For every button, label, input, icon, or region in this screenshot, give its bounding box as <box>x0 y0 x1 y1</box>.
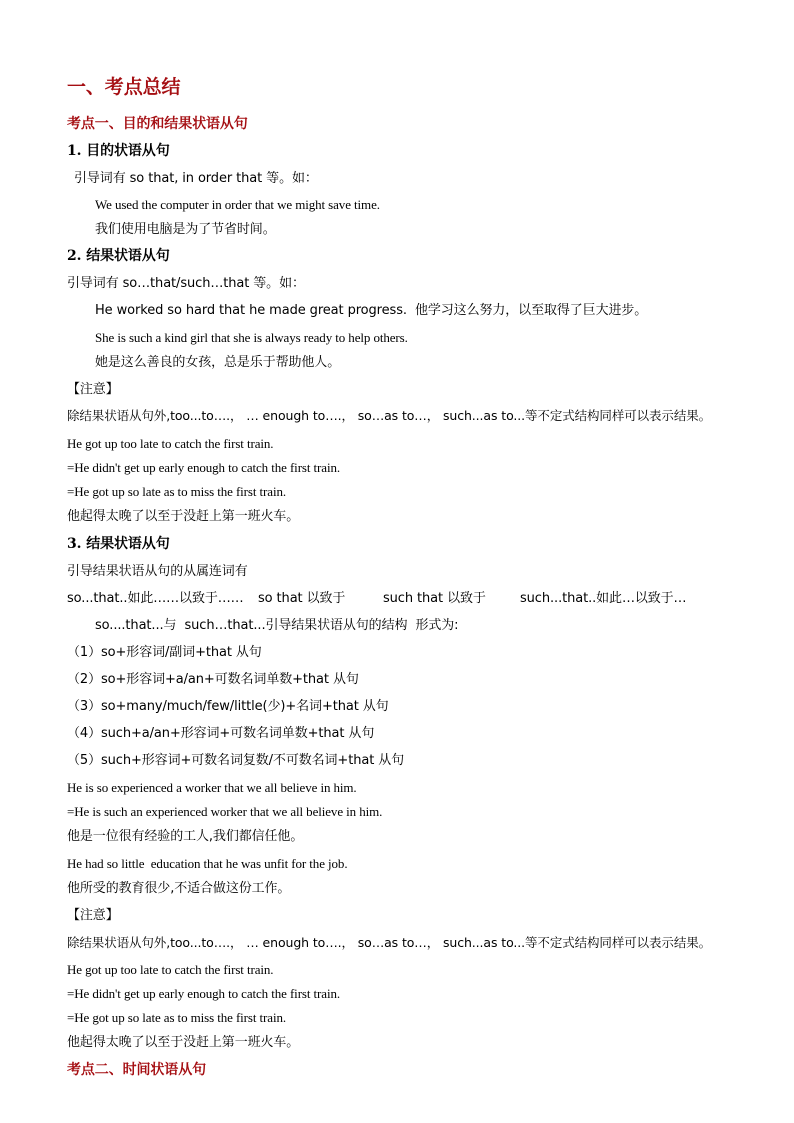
form-item: （1）so+形容词/副词+that 从句 <box>67 645 262 660</box>
note-label-2: 【注意】 <box>67 908 119 923</box>
subsection-1-intro: 引导词有 so that, in order that 等。如： <box>74 171 318 186</box>
subsection-3-example-5: 他所受的教育很少,不适合做这份工作。 <box>67 881 291 896</box>
note-2-example-3: =He got up so late as to miss the first train. <box>67 1010 287 1025</box>
subsection-2-intro: 引导词有 so…that/such…that 等。如： <box>67 276 305 291</box>
note-1-example-1: He got up too late to catch the first train. <box>67 436 274 451</box>
note-1-example-3: =He got up so late as to miss the first train. <box>67 484 287 499</box>
form-item: （5）such+形容词+可数名词复数/不可数名词+that 从句 <box>67 753 405 768</box>
subsection-3-example-2: =He is such an experienced worker that we all believe in him. <box>67 804 383 819</box>
subsection-2-example-1: He worked so hard that he made great progress. 他学习这么努力，以至取得了巨大进步。 <box>95 303 648 318</box>
subsection-3-example-4: He had so little education that he was unfit for the job. <box>67 856 348 871</box>
note-2-example-2: =He didn't get up early enough to catch the first train. <box>67 986 341 1001</box>
subsection-3-intro: 引导结果状语从句的从属连词有 <box>67 564 248 579</box>
note-2-text: 除结果状语从句外,too...to….， … enough to….， so…as to…， such...as to...等不定式结构同样可以表示结果。 <box>67 935 712 950</box>
form-item: （3）so+many/much/few/little(少)+名词+that 从句 <box>67 699 389 714</box>
note-1-text: 除结果状语从句外,too...to….， … enough to….， so…as to…， such...as to...等不定式结构同样可以表示结果。 <box>67 408 712 423</box>
note-2-example-1: He got up too late to catch the first train. <box>67 962 274 977</box>
subsection-2-example-2-en: She is such a kind girl that she is always ready to help others. <box>95 330 408 345</box>
note-1-translation: 他起得太晚了以至于没赶上第一班火车。 <box>67 509 300 524</box>
subsection-3-example-1: He is so experienced a worker that we all believe in him. <box>67 780 357 795</box>
section-title-2: 考点二、时间状语从句 <box>67 1062 206 1078</box>
note-label-1: 【注意】 <box>67 382 119 397</box>
section-title-1: 考点一、目的和结果状语从句 <box>67 116 248 132</box>
conjunction-item: such...that..如此…以致于… <box>520 591 687 606</box>
conjunction-list <box>0 592 794 608</box>
structure-intro: so....that...与 such…that...引导结果状语从句的结构 形式为: <box>95 618 459 633</box>
subsection-1-example-zh: 我们使用电脑是为了节省时间。 <box>95 222 276 237</box>
subsection-2-example-2-zh: 她是这么善良的女孩，总是乐于帮助他人。 <box>95 355 341 370</box>
heading-level1: 一、考点总结 <box>67 76 181 98</box>
note-2-translation: 他起得太晚了以至于没赶上第一班火车。 <box>67 1035 300 1050</box>
form-item: （2）so+形容词+a/an+可数名词单数+that 从句 <box>67 672 359 687</box>
form-item: （4）such+a/an+形容词+可数名词单数+that 从句 <box>67 726 375 741</box>
conjunction-item: such that 以致于 <box>383 591 486 606</box>
subsection-title-2: 2. 结果状语从句 <box>67 248 170 264</box>
subsection-1-example-en: We used the computer in order that we might save time. <box>95 197 380 212</box>
conjunction-item: so...that..如此……以致于…… <box>67 591 244 606</box>
subsection-3-example-3: 他是一位很有经验的工人,我们都信任他。 <box>67 829 304 844</box>
subsection-title-3: 3. 结果状语从句 <box>67 536 170 552</box>
conjunction-item: so that 以致于 <box>258 591 346 606</box>
note-1-example-2: =He didn't get up early enough to catch the first train. <box>67 460 341 475</box>
subsection-title-1: 1. 目的状语从句 <box>67 143 170 159</box>
